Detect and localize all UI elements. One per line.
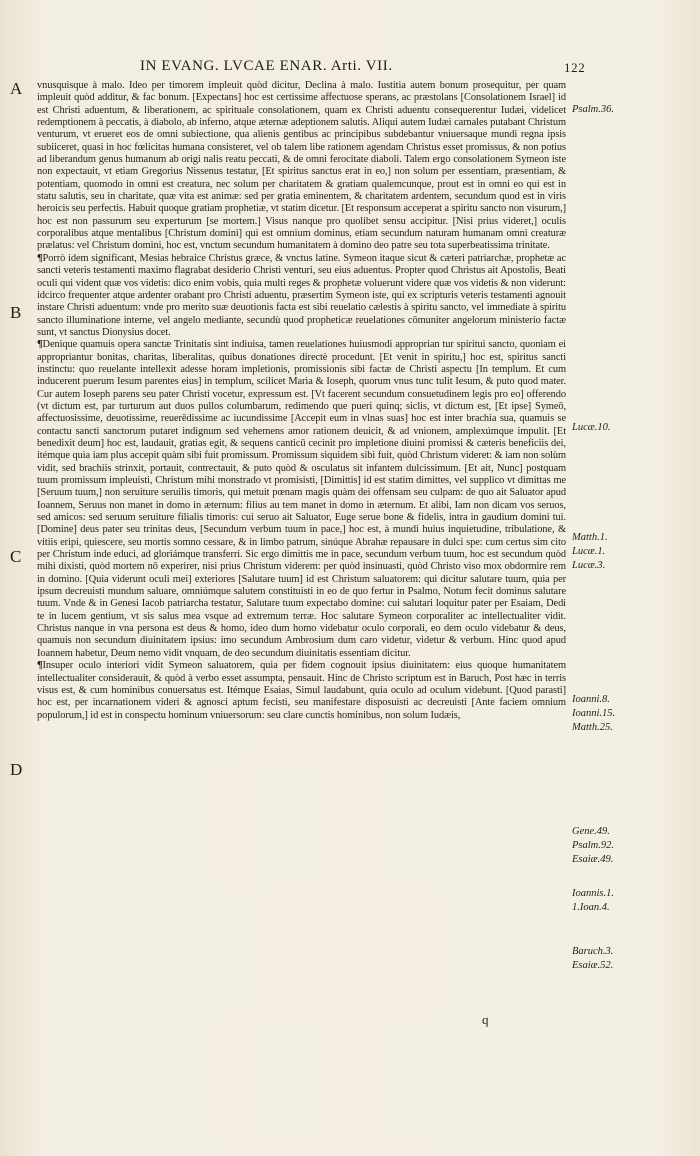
paragraph-text: Denique quamuis opera sanctæ Trinitatis sint indiuisa, tamen reuelationes huiusmodi approprian tur spiritui sancto, quoniam ei appropriantur bonitas, charitas, liberalitas, quibus donationes directè procedunt. [Et venit in spiritu,] hoc est, spiritus sancti instinctu: quo reuelante intellexit adesse horam impletionis, promissionis sibi factæ de Christi aspectu [In templum. Et cum inducerent puerum Iesum parentes eius] in templum, scilicet Maria & Ioseph, quorum vnus tunc tulit Iesum, & puto quod mater. Cur autem Ioseph parens seu pater Christi vocetur, expressum est. [Vt facerent secundum consuetudinem legis pro eo] offerendo (vt dictum est, par turturum aut duos pullos columbarum, redimendo que pueri quinq; siclis, vt dictum est, [Et ipse] Symeō, affectuosissime, deuotissime, reuerēdissime ac iucundissime [Accepit eum in vlnas suas] hoc est inter brachia sua, quamuis se contactu sancti sanctorum putaret indignum sed vehemens amor rationem deuicit, & ad vnionem, amplexúmque impulit. [Et benedixit deum] hoc est, laudauit, gratias egit, & sequens canticū cecinit pro impletione diuini promissi & cæteris beneficiis dei, itémque quia iam plus accepit quàm sibi fuit promissum. Promissum siquidem sibi fuit, quòd Christum videret: & iam non solùm vidit, sed brachiis strinxit, portauit, contrectauit, & puto quòd & osculatus sit infantem dulcissimum. [Et ait, Nunc] postquam tuum promissum impleuisti, Christum mihi monstrado vt promisisti, [Dimittis] id est statim dimittes, vel supplico vt dimittas me [Seruum tuum,] non seruiture seruilis timoris, qui metuit pœnam magis quàm dei offensam seu culpam: de quo ait Saluator apud Ioannem, Seruus non manet in domo in æternum: filius au tem manet in domo in æternum. Et alibi, Iam non dicam vos seruos, sed amicos: sed seruum seruiture filialis timoris: cui seruo ait Saluator, Euge serue bone & fidelis, intra in gaudium domini tui. [Domine] deus pater seu trinitas deus, [Secundum verbum tuum in pace,] hoc est, à mundi huius inquietudine, tribulatione, & vitiis eripi, quiescere, seu mortis somno cessare, & in limbo patrum, sinúque Abrahæ repausare in dulci spe: cum certus sim cito per Christum inde educi, ad gloriámque transferri. Sic ergo dimittis me in pace, secundum verbum tuum, hoc est secundum quòd mihi dixisti, quòd mortem nō experirer, nisi prius Christum viderem: per quòd insinuasti, quòd Christo viso mox obdormire rem in domino. [Quia viderunt oculi mei] exteriores [Salutare tuum] id est Christum saluatorem: qui dicitur salutare tuum, quia per ipsum decreuisti mundum saluare, omniúmque salutem constituisti in eo de quo fertur in Psalmo, Notum fecit dominus salutare tuum. Vnde & in Genesi Iacob patriarcha testatur, Salutare tuum expectabo domine: cui salutari loquitur pater per Esaiam, Dedi te in lucem gentium, vt sis salus mea vsque ad extremum terræ. Hoc salutare Symeon corporaliter ac intellectualiter vidit. Christus nanque in vna persona est deus & homo, ideo dum homo videbatur oculo corporali, eo dem oculo videbatur & deus, quamuis non secundum diuinitatem ipsius: imo secundum Ambrosium dum caro videtur, videtur & verbum. Hinc quod apud Ioannem habetur, Deum nemo vidit vnquam, de deo secundum diuinitatis essentiam dicitur. (37, 339, 566, 659)
folio-number: 122 (564, 60, 586, 75)
margin-note: Ioannis.1. (572, 888, 614, 899)
margin-note: Esaiæ.52. (572, 960, 614, 971)
margin-note: Matth.1. (572, 532, 608, 543)
margin-note: Matth.25. (572, 722, 613, 733)
margin-note: Baruch.3. (572, 946, 614, 957)
margin-note: Ioanni.15. (572, 708, 616, 719)
margin-note: Lucæ.3. (572, 560, 606, 571)
margin-letter-b: B (10, 303, 22, 322)
margin-note: Ioanni.8. (572, 694, 610, 705)
paragraph (37, 339, 566, 660)
paragraph (37, 253, 566, 339)
margin-letter-d: D (10, 760, 23, 779)
margin-note: Gene.49. (572, 826, 610, 837)
pilcrow-icon: ¶ (37, 252, 43, 264)
paragraph: vnusquisque à malo. Ideo per timorem impleuit quòd dicitur, Declina à malo. Iustitia autem bonum prosequitur, per quam impleuit quòd additur, & fac bonum. [Expectans] hoc est certissime affectuose sperans, ac præstolans [Consolationem Israel] id est Christi aduentum, & liberationem, ac spirituale consolationem, quam ex Christi aduentu consequerentur Iudæi, videlicet redemptionem à peccatis, à diabolo, ab inferno, atque æternæ adeptionem salutis. Aliqui autem Iudæi carnales putabant Christum venturum, vt erueret eos de omni subiectione, qua alienis gentibus ac principibus subdebantur vniuersaque mundi regna ipsis subiiceret, quasi in hoc fœlicitas humana consisteret, vel ob talem libe rationem agendam Christus esset promissus, & non potius ad liberandum genus humanum ab origi nalis reatu peccati, & de omni ferocitate diaboli. Talem ergo consolationem Symeon iste non expectauit, vt etiam Gregorius Nissenus testatur, [Et spiritus sanctus erat in eo,] non solum per essentiam, præsentiam, & potentiam, quomodo in omni est creatura, nec solum per charitatem & gratiam qualemcunque, prout est in omni eo qui est in statu salutis, seu in charitate, quæ vita est animæ: sed per gratia eminentem, & charitatem ardentem, secundum quod est in viris heroicis seu perfectis. Habuit quoque gratiam prophetiæ, vt statim dicetur. [Et responsum acceperat a spiritu sancto non visurum,] hoc est non passurum seu experturum [se mortem.] Visus nanque pro quolibet sensu accipitur. [Nisi prius videret,] oculis corporalibus atque mentalibus [Christum domini] qui est omnium dominus, etiam secundum naturam humanam omni creaturæ prælatus: vel Christum domini, hoc est, vnctum secundum humanitatem à domino deo patre seu tota superbeatissima trinitate. (37, 80, 566, 252)
margin-note: Psalm.36. (572, 104, 614, 115)
paragraph-text: Insuper oculo interiori vidit Symeon saluatorem, quia per fidem cognouit ipsius diuinitatem: eius quoque humanitatem intellectualiter considerauit, & quòd à verbo esset assumpta, pensauit. Hinc de Christo scriptum est in Baruch, Post hæc in terris visus est, & cum hominibus conuersatus est. Itémque Esaias, Simul laudabunt, quia oculo ad oculum videbunt. [Quod parasti] hoc est, per incarnationem videri & agnosci aptum fecisti, seu manifestare disposuisti ac decreuisti [Ante faciem omnium populorum,] id est in conspectu hominum vniuersorum: seu clare cunctis hominibus, non solum Iudæis, (37, 660, 566, 721)
margin-letter-a: A (10, 79, 23, 98)
pilcrow-icon: ¶ (37, 339, 43, 351)
paragraph-text: Porrò idem significant, Mesias hebraice Christus græce, & vnctus latine. Symeon itaque sicut & cæteri patriarchæ, prophetæ ac sancti veteris testamenti maximo flagrabat desiderio Christi venturi, seu eius aduentus. Propter quod Christus ait Apostolis, Beati oculi qui vident quæ vos videtis: dico enim vobis, quia multi reges & prophetæ voluerunt videre quæ vos videtis & non viderunt: idcirco frequenter atque ardenter orabant pro Christi aduentu, præsertim Symeon iste, qui ex scripturis veteris testamenti agnouit instare Christi aduentum: vnde pro merito suæ deuotionis facta est sibi reuelatio cælestis à spiritu sancto, vel immediate à spiritu sancto illuminatione interne, vel angelo mediante, secundù quod propheticæ reuelationes cōmuniter angelorum ministerio factæ sunt, vt sanctus Dionysius docet. (37, 252, 566, 338)
pilcrow-icon: ¶ (37, 660, 43, 672)
margin-note: 1.Ioan.4. (572, 902, 610, 913)
commentary-text (37, 80, 566, 1020)
running-title: IN EVANG. LVCAE ENAR. Arti. VII. (140, 58, 393, 74)
paragraph (37, 660, 566, 722)
margin-letter-c: C (10, 547, 22, 566)
margin-note: Lucæ.10. (572, 422, 611, 433)
margin-note: Lucæ.1. (572, 546, 606, 557)
margin-note: Esaiæ.49. (572, 854, 614, 865)
signature-mark: q (482, 1012, 489, 1027)
running-head (140, 58, 660, 75)
margin-note: Psalm.92. (572, 840, 614, 851)
